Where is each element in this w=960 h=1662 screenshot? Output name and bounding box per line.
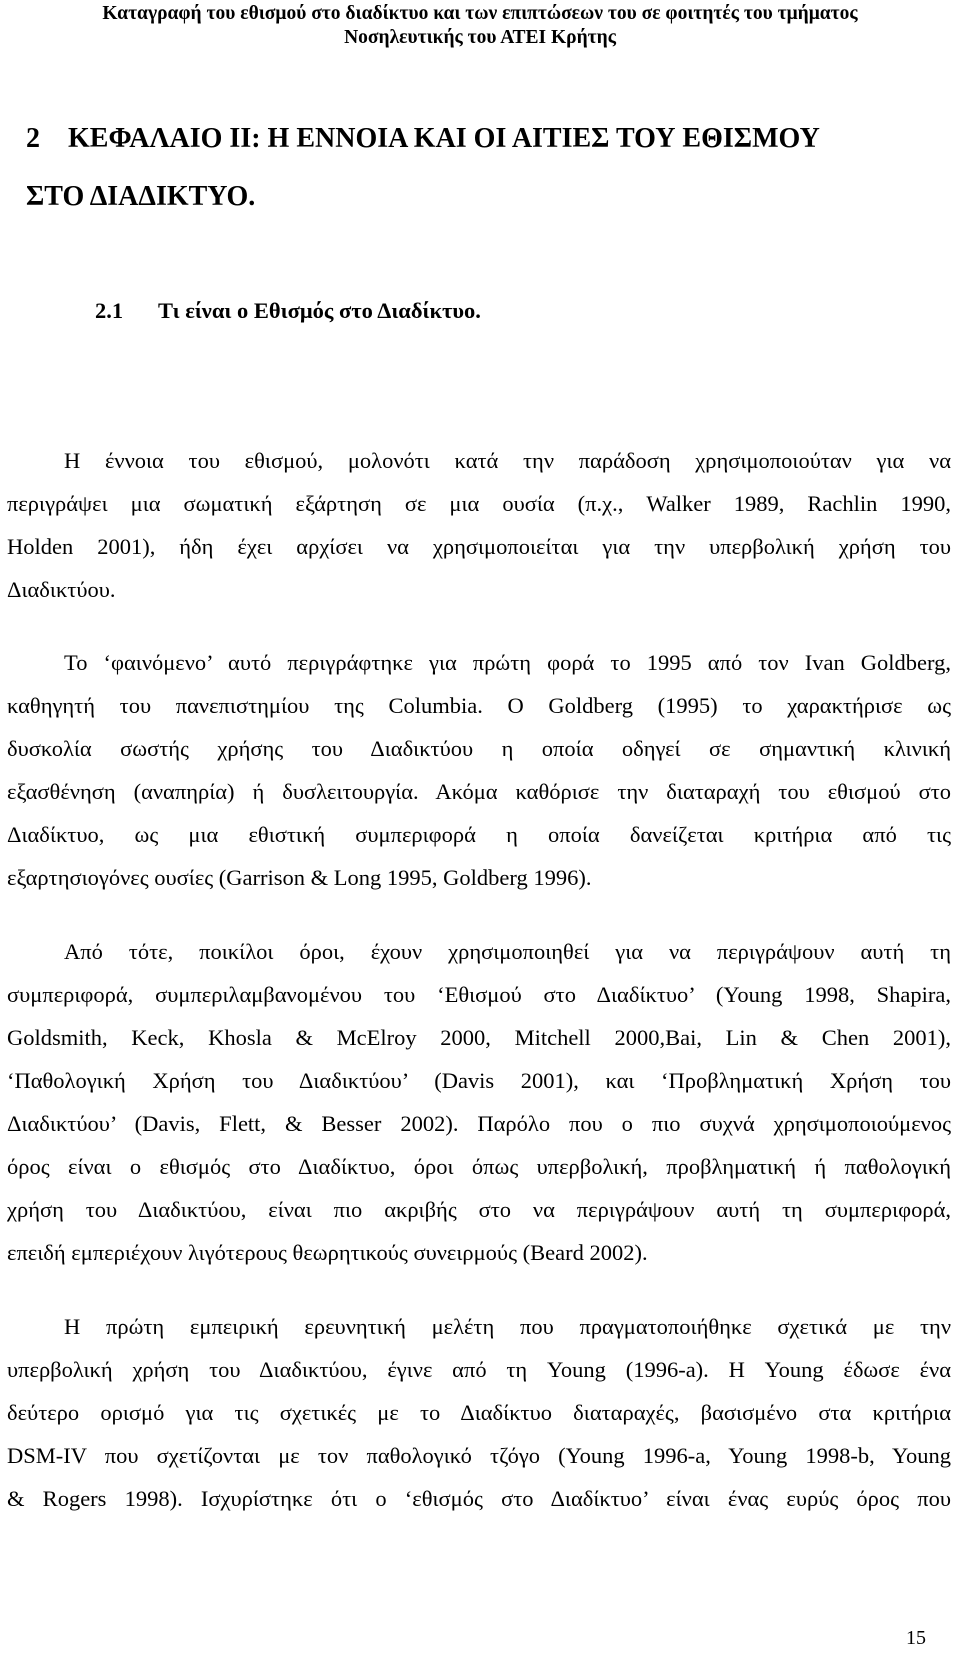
chapter-title bbox=[26, 110, 936, 226]
chapter-title-line-1: ΚΕΦΑΛΑΙΟ ΙΙ: Η ΕΝΝΟΙΑ ΚΑΙ ΟΙ ΑΙΤΙΕΣ ΤΟΥ ΕΘΙΣΜΟΥ bbox=[68, 123, 820, 154]
paragraph-1 bbox=[7, 439, 951, 611]
running-header-line-1: Καταγραφή του εθισμού στο διαδίκτυο και των επιπτώσεων του σε φοιτητές του τμήματος bbox=[102, 3, 858, 24]
paragraph-line: & Rogers 1998). Ισχυρίστηκε ότι ο ‘εθισμός στο Διαδίκτυο’ είναι ένας ευρύς όρος που bbox=[7, 1486, 951, 1511]
paragraph-line: Από τότε, ποικίλοι όροι, έχουν χρησιμοποιηθεί για να περιγράψουν αυτή τη bbox=[64, 939, 951, 964]
paragraph-4 bbox=[7, 1305, 951, 1520]
paragraph-line: δυσκολία σωστής χρήσης του Διαδικτύου η οποία οδηγεί σε σημαντική κλινική bbox=[7, 736, 951, 761]
paragraph-line: ‘Παθολογική Χρήση του Διαδικτύου’ (Davis 2001), και ‘Προβληματική Χρήση του bbox=[7, 1068, 951, 1093]
paragraph-line: επειδή εμπεριέχουν λιγότερους θεωρητικούς συνειρμούς (Beard 2002). bbox=[7, 1240, 648, 1265]
running-header bbox=[0, 2, 960, 50]
section-number: 2.1 bbox=[95, 298, 124, 323]
paragraph-line: όρος είναι ο εθισμός στο Διαδίκτυο, όροι όπως υπερβολική, προβληματική ή παθολογική bbox=[7, 1154, 951, 1179]
paragraph-line: Holden 2001), ήδη έχει αρχίσει να χρησιμοποιείται για την υπερβολική χρήση του bbox=[7, 534, 951, 559]
paragraph-line: DSM-IV που σχετίζονται με τον παθολογικό τζόγο (Young 1996-a, Young 1998-b, Young bbox=[7, 1443, 951, 1468]
paragraph-line: υπερβολική χρήση του Διαδικτύου, έγινε από τη Young (1996-a). Η Young έδωσε ένα bbox=[7, 1357, 951, 1382]
paragraph-line: Διαδικτύου’ (Davis, Flett, & Besser 2002). Παρόλο που ο πιο συχνά χρησιμοποιούμενος bbox=[7, 1111, 951, 1136]
paragraph-line: περιγράψει μια σωματική εξάρτηση σε μια ουσία (π.χ., Walker 1989, Rachlin 1990, bbox=[7, 491, 951, 516]
paragraph-2 bbox=[7, 641, 951, 899]
paragraph-line: εξαρτησιογόνες ουσίες (Garrison & Long 1995, Goldberg 1996). bbox=[7, 865, 592, 890]
section-title-text: Τι είναι ο Εθισμός στο Διαδίκτυο. bbox=[158, 298, 481, 323]
paragraph-line: Η έννοια του εθισμού, μολονότι κατά την παράδοση χρησιμοποιούταν για να bbox=[64, 448, 951, 473]
paragraph-line: καθηγητή του πανεπιστημίου της Columbia. Ο Goldberg (1995) το χαρακτήρισε ως bbox=[7, 693, 951, 718]
paragraph-line: Goldsmith, Keck, Khosla & McElroy 2000, Mitchell 2000,Bai, Lin & Chen 2001), bbox=[7, 1025, 951, 1050]
section-title bbox=[95, 296, 481, 326]
paragraph-line: Διαδίκτυο, ως μια εθιστική συμπεριφορά η οποία δανείζεται κριτήρια από τις bbox=[7, 822, 951, 847]
page-number: 15 bbox=[906, 1627, 926, 1649]
paragraph-line: εξασθένηση (αναπηρία) ή δυσλειτουργία. Ακόμα καθόρισε την διαταραχή του εθισμού στο bbox=[7, 779, 951, 804]
running-header-line-2: Νοσηλευτικής του ΑΤΕΙ Κρήτης bbox=[344, 27, 616, 48]
paragraph-line: Η πρώτη εμπειρική ερευνητική μελέτη που πραγματοποιήθηκε σχετικά με την bbox=[64, 1314, 951, 1339]
paragraph-line: δεύτερο ορισμό για τις σχετικές με το Διαδίκτυο διαταραχές, βασισμένο στα κριτήρια bbox=[7, 1400, 951, 1425]
paragraph-3 bbox=[7, 930, 951, 1274]
paragraph-line: συμπεριφορά, συμπεριλαμβανομένου του ‘Εθισμού στο Διαδίκτυο’ (Young 1998, Shapira, bbox=[7, 982, 951, 1007]
paragraph-line: Διαδικτύου. bbox=[7, 577, 116, 602]
paragraph-line: χρήση του Διαδικτύου, είναι πιο ακριβής στο να περιγράψουν αυτή τη συμπεριφορά, bbox=[7, 1197, 951, 1222]
paragraph-line: Το ‘φαινόμενο’ αυτό περιγράφτηκε για πρώτη φορά το 1995 από τον Ivan Goldberg, bbox=[64, 650, 951, 675]
chapter-title-line-2: ΣΤΟ ΔΙΑΔΙΚΤΥΟ. bbox=[26, 181, 256, 212]
chapter-number: 2 bbox=[26, 123, 40, 154]
